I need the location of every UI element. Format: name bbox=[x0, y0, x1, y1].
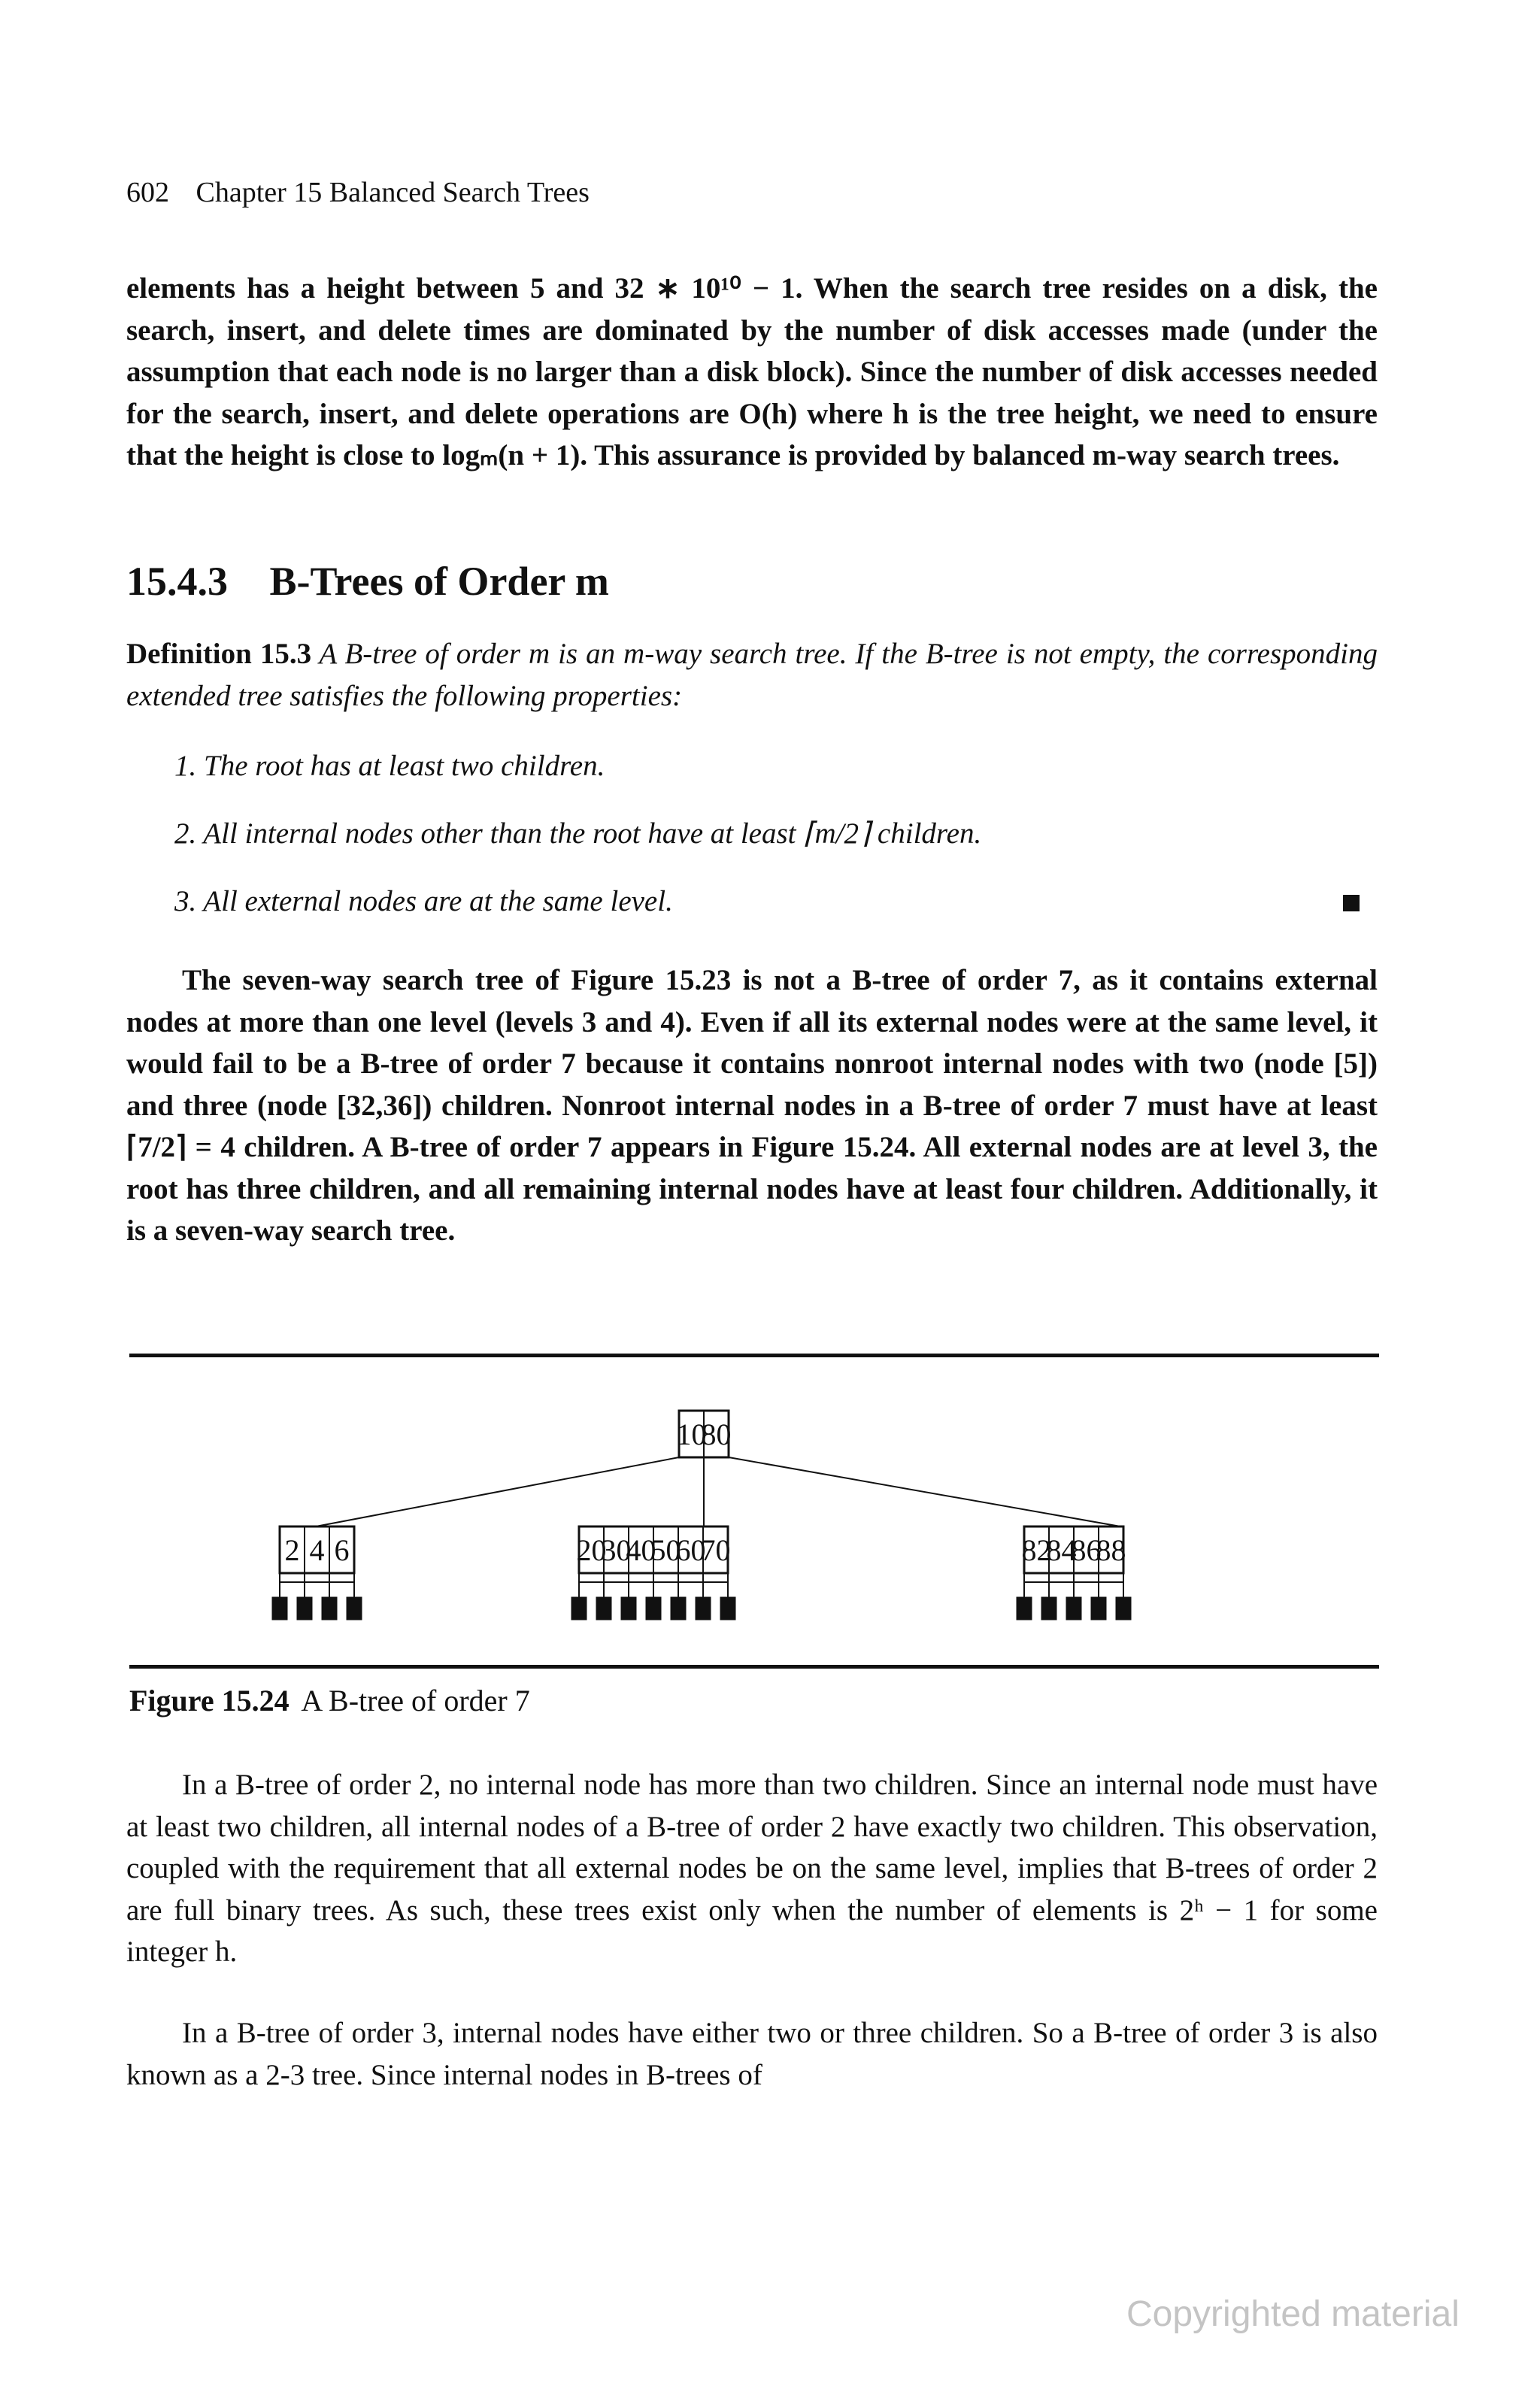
node-key: 30 bbox=[601, 1533, 632, 1567]
external-node bbox=[322, 1597, 337, 1620]
node-key: 2 bbox=[284, 1533, 300, 1567]
section-title: B-Trees of Order m bbox=[269, 559, 609, 604]
external-node bbox=[1066, 1597, 1081, 1620]
external-node bbox=[1017, 1597, 1032, 1620]
figure-caption-text: A B-tree of order 7 bbox=[301, 1684, 530, 1717]
node-key: 6 bbox=[334, 1533, 350, 1567]
external-node bbox=[671, 1597, 686, 1620]
external-node bbox=[1091, 1597, 1106, 1620]
definition-item: 2. All internal nodes other than the root have at least ⌈m/2⌉ children. bbox=[174, 817, 982, 850]
paragraph-order-2: In a B-tree of order 2, no internal node has more than two children. Since an internal node must have at least two children, all internal nodes of a B-tree of order 2 have exactly two children. This observation, coupled with the requirement that all external nodes be on the same level, implies that B-trees of order 2 are full binary trees. As such, these trees exist only when the number of elements is 2ʰ − 1 for some integer h. bbox=[126, 1769, 1378, 1968]
definition-text: A B-tree of order m is an m-way search tree. If the B-tree is not empty, the corresponding extended tree satisfies the following properties: bbox=[126, 638, 1378, 712]
figure-caption bbox=[129, 1683, 530, 1718]
paragraph-intro: elements has a height between 5 and 32 ∗ 10¹⁰ − 1. When the search tree resides on a disk, the search, insert, and delete times are dominated by the number of disk accesses made (under the assumption that each node is no larger than a disk block). Since the number of disk accesses needed for the search, insert, and delete operations are O(h) where h is the tree height, we need to ensure that the height is close to logₘ(n + 1). This assurance is provided by balanced m-way search trees. bbox=[126, 272, 1378, 471]
figure-bottom-rule bbox=[129, 1665, 1379, 1669]
definition-item: 3. All external nodes are at the same level. bbox=[174, 885, 673, 917]
node-key: 4 bbox=[309, 1533, 325, 1567]
external-node bbox=[596, 1597, 611, 1620]
node-key: 50 bbox=[650, 1533, 681, 1567]
node-key: 20 bbox=[576, 1533, 607, 1567]
external-node bbox=[696, 1597, 711, 1620]
node-key: 60 bbox=[675, 1533, 706, 1567]
figure-caption-label: Figure 15.24 bbox=[129, 1684, 290, 1717]
external-node bbox=[347, 1597, 362, 1620]
external-node bbox=[571, 1597, 587, 1620]
node-key: 40 bbox=[626, 1533, 656, 1567]
node-key: 86 bbox=[1071, 1533, 1102, 1567]
node-key: 80 bbox=[701, 1417, 732, 1451]
external-node bbox=[297, 1597, 312, 1620]
external-node bbox=[720, 1597, 735, 1620]
copyright-watermark: Copyrighted material bbox=[1126, 2294, 1460, 2334]
node-key: 10 bbox=[676, 1417, 707, 1451]
external-node bbox=[1041, 1597, 1056, 1620]
external-node bbox=[646, 1597, 661, 1620]
node-key: 70 bbox=[700, 1533, 731, 1567]
tree-edge bbox=[729, 1457, 1120, 1526]
tree-edge bbox=[316, 1457, 679, 1526]
external-node bbox=[621, 1597, 636, 1620]
definition-item: 1. The root has at least two children. bbox=[174, 750, 605, 782]
paragraph-order-3: In a B-tree of order 3, internal nodes have either two or three children. So a B-tree of order 3 is also known as a 2-3 tree. Since internal nodes in B-trees of bbox=[126, 2017, 1378, 2091]
external-node bbox=[1116, 1597, 1131, 1620]
definition-label: Definition 15.3 bbox=[126, 638, 312, 670]
paragraph-seven-way: The seven-way search tree of Figure 15.23 is not a B-tree of order 7, as it contains external nodes at more than one level (levels 3 and 4). Even if all its external nodes were at the same level, it would fail to be a B-tree of order 7 because it contains nonroot internal nodes with two (node [5]) and three (node [32,36]) children. Nonroot internal nodes in a B-tree of order 7 must have at least ⌈7/2⌉ = 4 children. A B-tree of order 7 appears in Figure 15.24. All external nodes are at level 3, the root has three children, and all remaining internal nodes have at least four children. Additionally, it is a seven-way search tree. bbox=[126, 964, 1378, 1247]
running-title: Chapter 15 Balanced Search Trees bbox=[196, 177, 590, 208]
external-node bbox=[272, 1597, 287, 1620]
section-number: 15.4.3 bbox=[126, 559, 228, 604]
node-key: 88 bbox=[1096, 1533, 1126, 1567]
node-key: 84 bbox=[1046, 1533, 1077, 1567]
page-number: 602 bbox=[126, 177, 169, 208]
node-key: 82 bbox=[1021, 1533, 1052, 1567]
